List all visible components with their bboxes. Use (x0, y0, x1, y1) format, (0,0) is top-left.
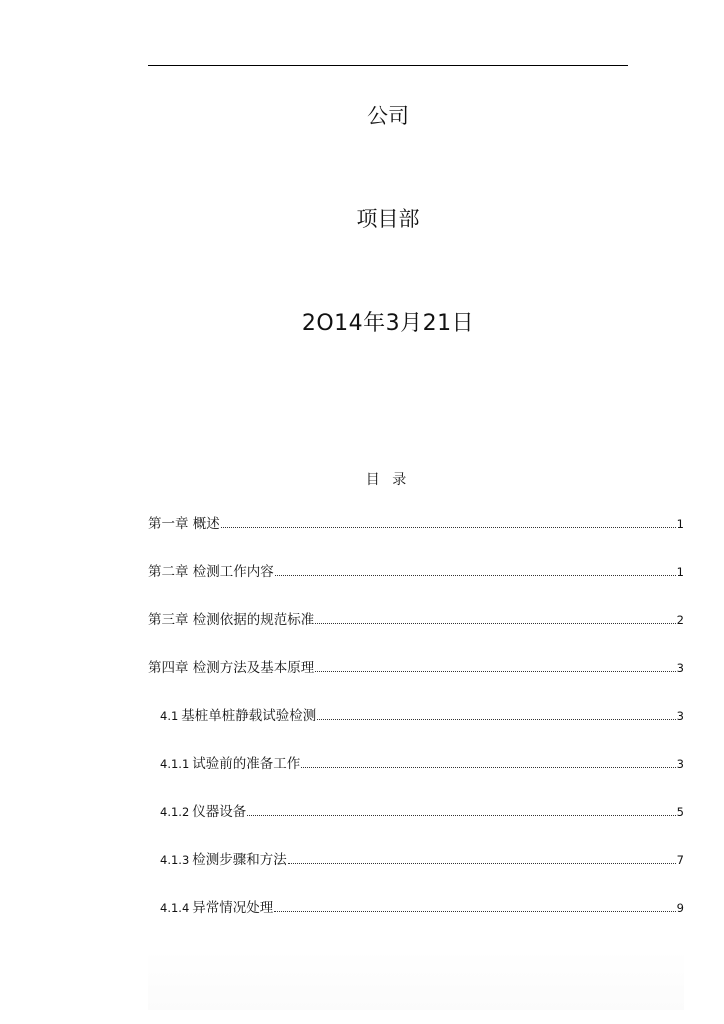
toc-dot-leader (317, 719, 675, 720)
header-rule (148, 65, 628, 66)
toc-dot-leader (288, 863, 676, 864)
toc-page-number: 1 (676, 517, 684, 531)
toc-section-number: 4.1.2 (160, 805, 190, 819)
toc-section-number: 4.1.3 (160, 853, 190, 867)
toc-row (148, 850, 684, 898)
toc-row (148, 754, 684, 802)
toc-entry-label: 第二章 检测工作内容 (148, 564, 274, 580)
toc-section-number: 4.1.1 (160, 757, 190, 771)
toc-title: 目 录 (365, 472, 411, 488)
toc-entry[interactable] (148, 514, 684, 534)
toc-entry[interactable] (148, 850, 684, 870)
toc-row (148, 706, 684, 754)
company-name: 公司 (367, 104, 409, 128)
toc-page-number: 9 (676, 901, 684, 915)
toc-entry[interactable] (148, 706, 684, 726)
toc-entry[interactable] (148, 754, 684, 774)
toc-entry[interactable] (148, 610, 684, 630)
toc-entry-label: 第四章 检测方法及基本原理 (148, 660, 315, 676)
toc-section-number: 4.1.4 (160, 901, 190, 915)
document-date: 2O14年3月21日 (301, 311, 475, 336)
toc-dot-leader (315, 623, 675, 624)
toc-row (148, 898, 684, 946)
toc-page-number: 3 (676, 757, 684, 771)
toc-row (148, 610, 684, 658)
toc-entry[interactable] (148, 898, 684, 918)
page-bottom-shade (148, 950, 684, 1010)
table-of-contents (148, 514, 684, 946)
toc-page-number: 3 (676, 661, 684, 675)
toc-entry-label: 试验前的准备工作 (192, 756, 301, 772)
toc-page-number: 3 (676, 709, 684, 723)
toc-entry[interactable] (148, 562, 684, 582)
toc-entry-label: 第三章 检测依据的规范标准 (148, 612, 315, 628)
toc-dot-leader (315, 671, 675, 672)
toc-page-number: 1 (676, 565, 684, 579)
toc-page-number: 2 (676, 613, 684, 627)
toc-dot-leader (301, 767, 675, 768)
toc-dot-leader (275, 575, 676, 576)
department-name: 项目部 (356, 207, 420, 231)
toc-entry-label: 基桩单桩静载试验检测 (181, 708, 317, 724)
toc-page-number: 7 (676, 853, 684, 867)
toc-dot-leader (247, 815, 675, 816)
toc-entry-label: 仪器设备 (192, 804, 247, 820)
toc-row (148, 658, 684, 706)
toc-dot-leader (221, 527, 676, 528)
toc-row (148, 514, 684, 562)
toc-row (148, 802, 684, 850)
toc-page-number: 5 (676, 805, 684, 819)
toc-entry-label: 第一章 概述 (148, 516, 220, 532)
toc-entry-label: 检测步骤和方法 (192, 852, 287, 868)
toc-entry-label: 异常情况处理 (192, 900, 274, 916)
toc-entry[interactable] (148, 658, 684, 678)
toc-section-number: 4.1 (160, 709, 179, 723)
toc-entry[interactable] (148, 802, 684, 822)
toc-dot-leader (274, 911, 675, 912)
toc-row (148, 562, 684, 610)
